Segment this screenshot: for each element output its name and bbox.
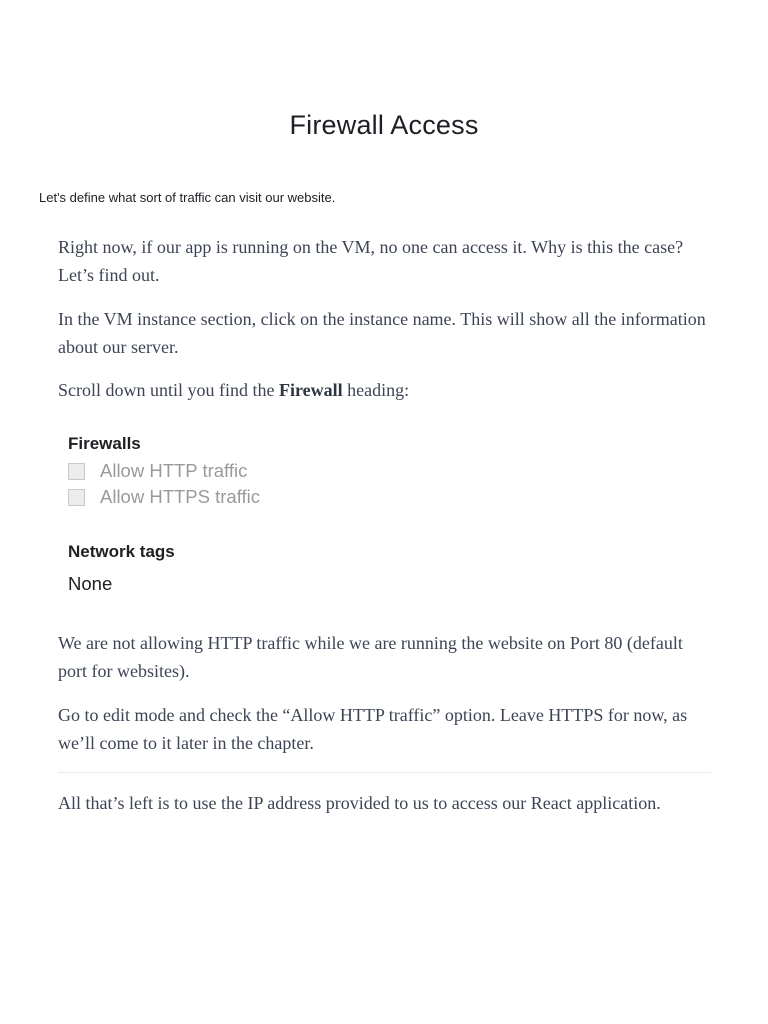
paragraph-scroll-down bbox=[58, 376, 713, 404]
paragraph-text bbox=[58, 376, 713, 404]
allow-http-checkbox bbox=[68, 463, 85, 480]
paragraph-text: We are not allowing HTTP traffic while we are running the website on Port 80 (default port for websites). bbox=[58, 633, 683, 681]
firewall-bold-term: Firewall bbox=[278, 380, 343, 400]
allow-http-option bbox=[68, 460, 247, 482]
paragraph-ip-address bbox=[58, 789, 713, 817]
paragraph-text-end: heading: bbox=[342, 380, 410, 400]
network-tags-heading: Network tags bbox=[68, 542, 175, 561]
firewall-settings-image bbox=[68, 434, 368, 604]
allow-http-label: Allow HTTP traffic bbox=[100, 460, 248, 481]
paragraph-instance-section bbox=[58, 305, 713, 361]
paragraph-intro bbox=[58, 233, 713, 289]
lesson-subtitle: Let's define what sort of traffic can visit our website. bbox=[39, 190, 336, 205]
firewalls-heading: Firewalls bbox=[68, 434, 141, 453]
paragraph-text: In the VM instance section, click on the instance name. This will show all the information about our server. bbox=[58, 309, 706, 357]
allow-https-option bbox=[68, 486, 260, 508]
network-tags-value: None bbox=[68, 573, 113, 594]
paragraph-text-start: Scroll down until you find the bbox=[58, 380, 279, 400]
allow-https-checkbox bbox=[68, 489, 85, 506]
paragraph-edit-mode bbox=[58, 701, 713, 757]
paragraph-http-traffic bbox=[58, 629, 713, 685]
paragraph-text: Right now, if our app is running on the VM, no one can access it. Why is this the case? Let’s find out. bbox=[58, 237, 684, 285]
paragraph-text: Go to edit mode and check the “Allow HTTP traffic” option. Leave HTTPS for now, as we’ll come to it later in the chapter. bbox=[58, 705, 688, 753]
section-divider bbox=[58, 772, 711, 773]
page-title: Firewall Access bbox=[289, 110, 479, 140]
allow-https-label: Allow HTTPS traffic bbox=[100, 486, 261, 507]
paragraph-text: All that’s left is to use the IP address provided to us to access our React application. bbox=[58, 793, 661, 813]
